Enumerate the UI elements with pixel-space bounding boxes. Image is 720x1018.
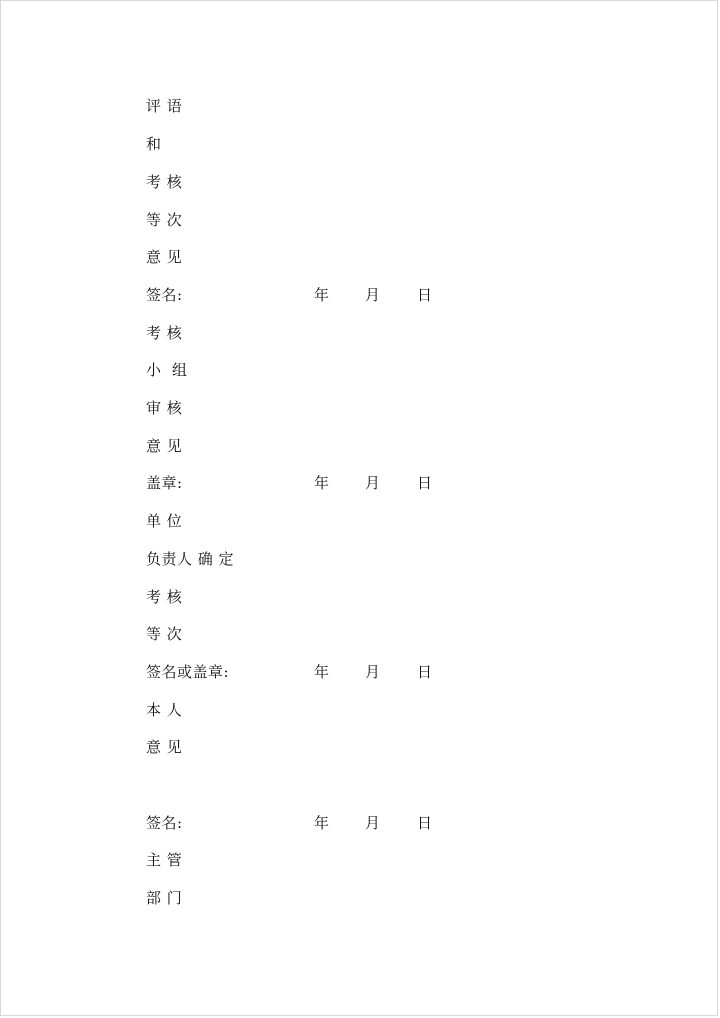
evaluation-date-day: 日 [417,286,433,304]
evaluation-signature-label: 签名: [146,286,183,304]
evaluation-label-line-4: 等 次 [146,211,183,229]
unit-head-date-year: 年 [314,663,330,681]
self-signature-label: 签名: [146,814,183,832]
self-date-month: 月 [365,814,381,832]
unit-head-date-day: 日 [417,663,433,681]
review-group-date-year: 年 [314,474,330,492]
self-label-line-2: 意 见 [146,738,183,756]
review-group-label-line-2: 小 组 [146,361,188,379]
unit-head-label-line-1: 单 位 [146,512,183,530]
evaluation-date-month: 月 [365,286,381,304]
unit-head-signature-label: 签名或盖章: [146,663,230,681]
evaluation-label-line-3: 考 核 [146,173,183,191]
review-group-label-line-4: 意 见 [146,437,183,455]
unit-head-label-line-2: 负责人 确 定 [146,550,235,568]
evaluation-label-line-1: 评 语 [146,97,183,115]
evaluation-label-line-5: 意 见 [146,248,183,266]
self-date-day: 日 [417,814,433,832]
review-group-label-line-1: 考 核 [146,324,183,342]
unit-head-label-line-4: 等 次 [146,625,183,643]
evaluation-date-year: 年 [314,286,330,304]
self-label-line-1: 本 人 [146,701,183,719]
review-group-seal-label: 盖章: [146,474,183,492]
evaluation-label-line-2: 和 [146,135,162,153]
unit-head-label-line-3: 考 核 [146,588,183,606]
department-label-line-1: 主 管 [146,851,183,869]
unit-head-date-month: 月 [365,663,381,681]
review-group-date-day: 日 [417,474,433,492]
department-label-line-2: 部 门 [146,889,183,907]
review-group-label-line-3: 审 核 [146,399,183,417]
review-group-date-month: 月 [365,474,381,492]
self-date-year: 年 [314,814,330,832]
